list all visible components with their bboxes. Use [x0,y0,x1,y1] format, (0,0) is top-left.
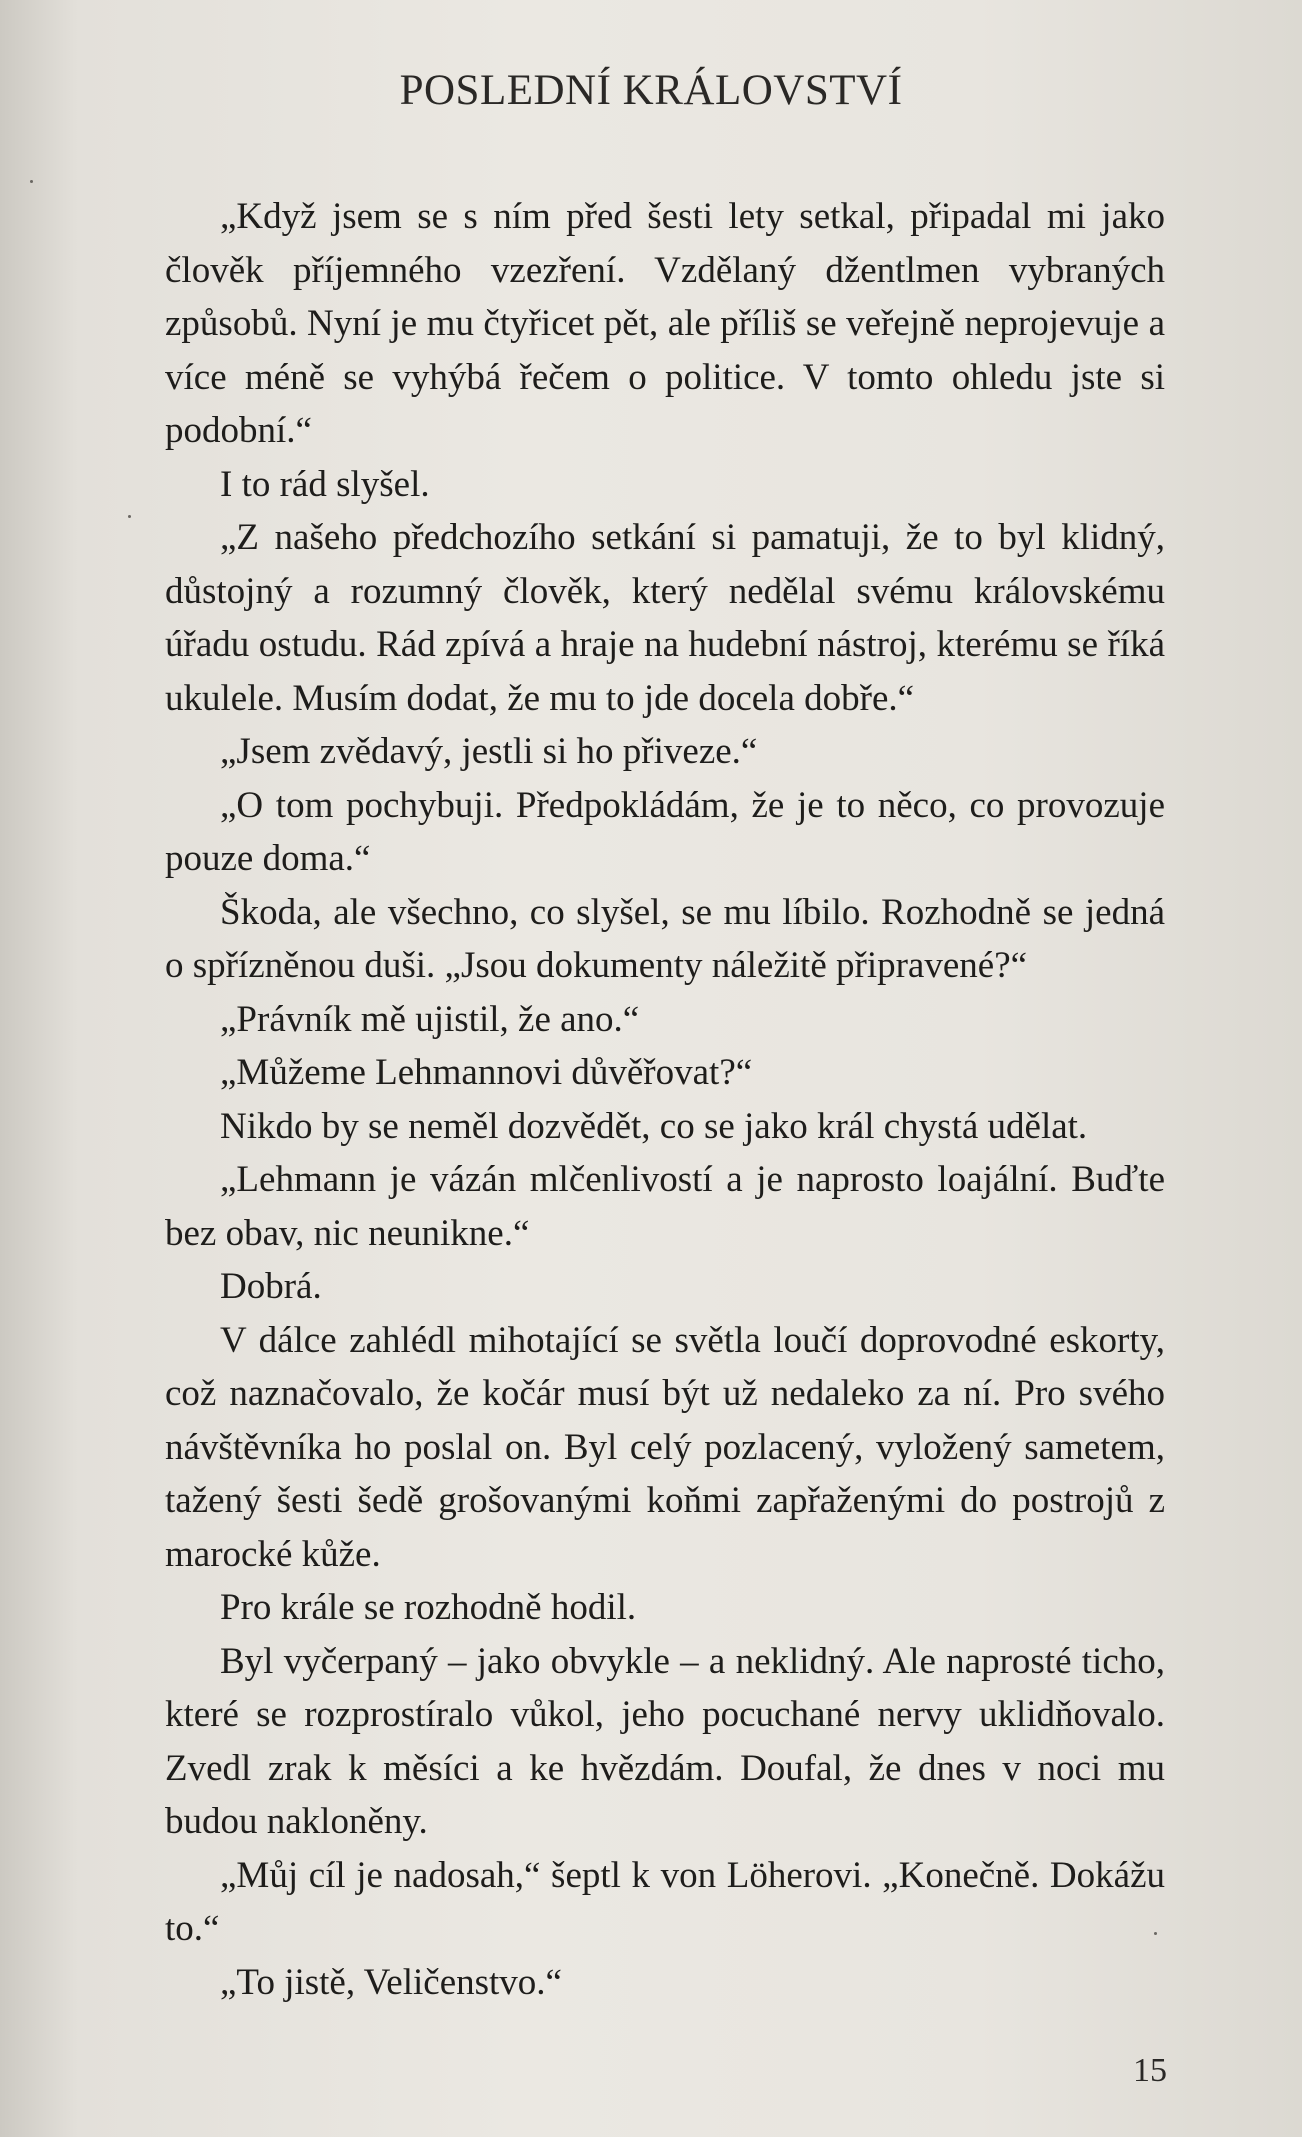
running-head: POSLEDNÍ KRÁLOVSTVÍ [399,67,903,114]
page-number: 15 [1133,2052,1167,2089]
paragraph: „Když jsem se s ním před šesti lety setkal, připadal mi jako člověk příjemného vzezření. Vzdělaný džentlmen vybraných způsobů. Nyní je mu čtyřicet pět, ale příliš se veřejně neprojevuje a více méně se vyhýbá řečem o politice. V tomto ohledu jste si podobní.“ [165,196,1165,451]
paper-speck [30,180,33,183]
paragraph: Pro krále se rozhodně hodil. [220,1587,637,1628]
paper-speck [1154,1932,1157,1935]
paragraph: Škoda, ale všechno, co slyšel, se mu líbilo. Rozhodně se jedná o spřízněnou duši. „Jsou dokumenty náležitě připravené?“ [165,891,1165,986]
paragraph: „O tom pochybuji. Předpokládám, že je to něco, co provozuje pouze doma.“ [165,784,1165,879]
paragraph: „To jistě, Veličenstvo.“ [220,1961,562,2003]
paragraph: I to rád slyšel. [220,463,430,505]
paragraph: V dálce zahlédl mihotající se světla loučí doprovodné eskorty, což naznačovalo, že kočár musí být už nedaleko za ní. Pro svého návštěvníka ho poslal on. Byl celý pozlacený, vyložený sametem, tažený šesti šedě grošovanými koňmi zapřaženými do postrojů z marocké kůže. [165,1319,1165,1575]
paragraph: „Lehmann je vázán mlčenlivostí a je naprosto loajální. Buďte bez obav, nic neunikne.“ [165,1159,1165,1254]
paragraph: „Můžeme Lehmannovi důvěřovat?“ [220,1052,753,1093]
paragraph: Byl vyčerpaný – jako obvykle – a neklidný. Ale naprosté ticho, které se rozprostíralo vůkol, jeho pocuchané nervy uklidňovalo. Zvedl zrak k měsíci a ke hvězdám. Doufal, že dnes v noci mu budou nakloněny. [165,1640,1165,1842]
paragraph: Dobrá. [220,1266,322,1307]
paragraph: Nikdo by se neměl dozvědět, co se jako král chystá udělat. [220,1105,1088,1147]
paper-speck [128,515,131,518]
paragraph: „Jsem zvědavý, jestli si ho přiveze.“ [220,731,758,772]
paragraph: „Z našeho předchozího setkání si pamatuji, že to byl klidný, důstojný a rozumný člověk, který nedělal svému královskému úřadu ostudu. Rád zpívá a hraje na hudební nástroj, kterému se říká ukulele. Musím dodat, že mu to jde docela dobře.“ [165,517,1165,719]
body-text [165,190,1165,2009]
paragraph: „Právník mě ujistil, že ano.“ [220,998,640,1040]
paragraph: „Můj cíl je nadosah,“ šeptl k von Löherovi. „Konečně. Dokážu to.“ [165,1854,1165,1949]
